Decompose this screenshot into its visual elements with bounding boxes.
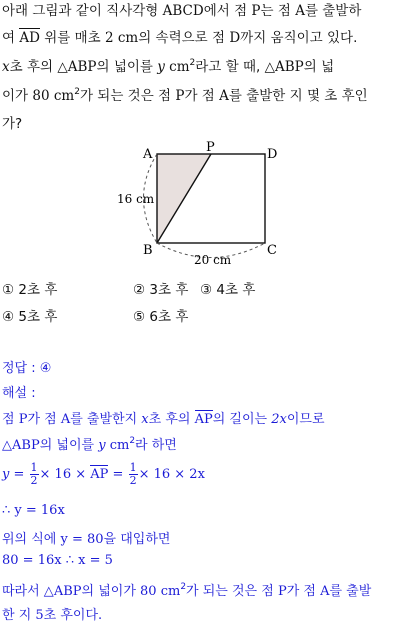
label-a: A [143, 147, 153, 162]
seconds: 5 [35, 608, 44, 623]
choice-text: 5초 후 [18, 309, 58, 325]
choice-number: ① [2, 282, 15, 298]
point-d: D [229, 30, 241, 46]
explain-label: 해설 : [2, 386, 36, 401]
text: 이므로 [286, 412, 325, 427]
text: 를 출발한지 [70, 412, 142, 427]
point-a: A [219, 88, 229, 104]
var-y: y [157, 59, 165, 75]
text: × 16 × 2x [138, 467, 205, 482]
text: 가 점 [286, 584, 321, 599]
solution-line-3 [2, 462, 205, 487]
solution-line-1 [2, 408, 325, 427]
choice-text: 6초 후 [149, 309, 189, 325]
var-x: x [141, 412, 149, 427]
label-c: C [267, 243, 277, 258]
area: 80 cm [32, 88, 75, 104]
label-d: D [267, 147, 278, 162]
text: 여 [2, 30, 20, 46]
triangle-name: ABP [12, 438, 40, 453]
triangle-name: ABP [274, 59, 304, 75]
text: 라고 할 때, △ [195, 59, 275, 75]
equals: = [108, 467, 128, 482]
solution-line-7 [2, 580, 371, 599]
segment-ap: AP [194, 412, 213, 427]
text: 따라서 △ [2, 584, 54, 599]
text: 를 출발한 지 몇 초 후인 [228, 88, 368, 104]
choice-1[interactable] [2, 278, 57, 298]
solution-line-4: ∴ y = 16x [2, 503, 65, 518]
point-p: P [277, 584, 287, 599]
choice-5[interactable] [133, 305, 188, 325]
text: 에서 점 [203, 3, 252, 19]
point-a: A [60, 412, 71, 427]
point-a: A [295, 3, 305, 19]
text: △ [2, 438, 12, 453]
choice-text: 2초 후 [18, 282, 58, 298]
segment-ap: AP [90, 467, 109, 482]
triangle-name: ABP [53, 584, 82, 599]
text: 가 되는 것은 점 [79, 88, 176, 104]
label-b: B [143, 243, 153, 258]
superscript: 2 [189, 58, 196, 68]
text: 한 지 [2, 608, 36, 623]
segment-ad: AD [19, 30, 40, 46]
label-p: P [206, 140, 215, 155]
fraction-half [129, 462, 138, 487]
answer-line: 정답 : ④ [2, 361, 52, 376]
text: 가 점 [27, 412, 61, 427]
unit: cm [105, 438, 130, 453]
point-a: A [320, 584, 330, 599]
choice-number: ④ [2, 309, 15, 325]
text: 의 넓이를 [39, 438, 99, 453]
text: 이가 [2, 88, 33, 104]
expr: 2x [271, 412, 287, 427]
text: 는 점 [260, 3, 296, 19]
text: 을 대입하면 [103, 532, 171, 547]
choice-4[interactable] [2, 305, 57, 325]
triangle-name: ABP [67, 59, 97, 75]
point-p: P [18, 412, 28, 427]
fraction-half [30, 462, 39, 487]
equals: = [9, 467, 29, 482]
numerator: 1 [30, 461, 38, 474]
numerator: 1 [129, 461, 137, 474]
text: 의 길이는 [212, 412, 272, 427]
choice-3[interactable] [200, 278, 255, 298]
superscript: 2 [74, 87, 80, 97]
text: 의 넓이를 [96, 59, 158, 75]
text: 아래 그림과 같이 직사각형 [2, 3, 163, 19]
solution-line-8 [2, 604, 102, 623]
text: 초 후이다. [43, 608, 103, 623]
text: × 16 × [39, 467, 91, 482]
var-x: x [2, 59, 10, 75]
choice-number: ⑤ [133, 309, 146, 325]
point-p: P [175, 88, 185, 104]
area: 80 cm [140, 584, 181, 599]
text: 의 넓 [303, 59, 335, 75]
height-label: 16 cm [117, 192, 155, 206]
choice-2[interactable] [133, 278, 188, 298]
text: 의 속력으로 점 [138, 30, 230, 46]
text: 가? [2, 116, 23, 132]
text: 라 하면 [135, 438, 177, 453]
text: 초 후의 △ [9, 59, 68, 75]
speed: 2 cm [104, 30, 139, 46]
point-p: P [251, 3, 261, 19]
width-label: 20 cm [194, 253, 232, 267]
unit: cm [164, 59, 190, 75]
text: 점 [2, 412, 19, 427]
var-y: y [98, 438, 106, 453]
solution-line-5 [2, 528, 170, 547]
choice-number: ③ [200, 282, 213, 298]
rect-name: ABCD [162, 3, 204, 19]
text: 의 넓이가 [81, 584, 141, 599]
text: 위를 매초 [39, 30, 105, 46]
text: 위의 식에 [2, 532, 61, 547]
solution-line-2 [2, 434, 177, 453]
text: 가 점 [184, 88, 220, 104]
equation: y = 80 [60, 532, 104, 547]
denominator: 2 [30, 474, 38, 487]
choice-text: 4초 후 [216, 282, 256, 298]
text: 까지 움직이고 있다. [240, 30, 358, 46]
choice-number: ② [133, 282, 146, 298]
text: 가 되는 것은 점 [186, 584, 278, 599]
denominator: 2 [129, 474, 137, 487]
text: 를 출발하 [304, 3, 362, 19]
choice-text: 3초 후 [149, 282, 189, 298]
superscript: 2 [129, 436, 136, 446]
solution-line-6: 80 = 16x ∴ x = 5 [2, 553, 113, 568]
text: 를 출발 [329, 584, 372, 599]
text: 초 후의 [148, 412, 195, 427]
superscript: 2 [180, 582, 187, 592]
var-y: y [2, 467, 10, 482]
